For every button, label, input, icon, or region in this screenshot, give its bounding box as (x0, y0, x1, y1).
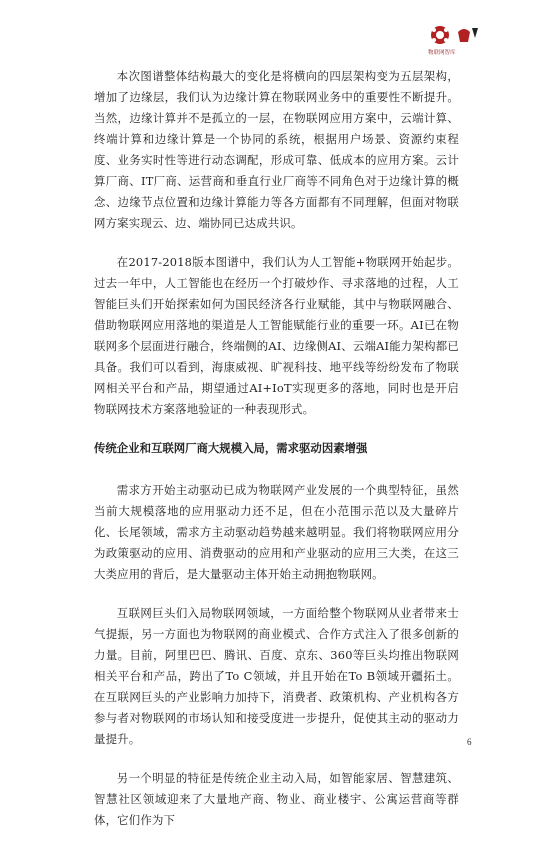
document-body (94, 66, 459, 849)
page-number: 6 (467, 737, 472, 747)
paragraph-traditional-enterprises: 另一个明显的特征是传统企业主动入局，如智能家居、智慧建筑、智慧社区领域迎来了大量地产商、物业、商业楼宇、公寓运营商等群体，它们作为下 (94, 771, 459, 827)
logo-text: 物联网智库 (428, 50, 456, 56)
paragraph-internet-giants: 互联网巨头们入局物联网领域，一方面给整个物联网从业者带来士气提振，另一方面也为物联网的商业模式、合作方式注入了很多创新的力量。目前，阿里巴巴、腾讯、百度、京东、360等巨头均推出物联网相关平台和产品，跨出了To C领域，并且开始在To B领域开疆拓土。在互联网巨头的产业影响力加持下，消费者、政策机构、产业机构各方参与者对物联网的市场认知和接受度进一步提升，促使其主动的驱动力量提升。 (94, 606, 459, 746)
brand-logo (428, 22, 492, 58)
section-heading: 传统企业和互联网厂商大规模入局，需求驱动因素增强 (94, 441, 368, 455)
logo-mark-icon (428, 22, 492, 58)
paragraph-demand-driven: 需求方开始主动驱动已成为物联网产业发展的一个典型特征，虽然当前大规模落地的应用驱动力还不足，但在小范围示范以及大量碎片化、长尾领域，需求方主动驱动趋势越来越明显。我们将物联网应用分为政策驱动的应用、消费驱动的应用和产业驱动的应用三大类，在这三大类应用的背后，是大量驱动主体开始主动拥抱物联网。 (94, 483, 459, 581)
paragraph-ai-iot: 在2017-2018版本图谱中，我们认为人工智能+物联网开始起步。过去一年中，人工智能也在经历一个打破炒作、寻求落地的过程，人工智能巨头们开始探索如何为国民经济各行业赋能，其中与物联网融合、借助物联网应用落地的渠道是人工智能赋能行业的重要一环。AI已在物联网多个层面进行融合，终端侧的AI、边缘侧AI、云端AI能力架构都已具备。我们可以看到，海康威视、旷视科技、地平线等纷纷发布了物联网相关平台和产品，期望通过AI+IoT实现更多的落地，同时也是开启物联网技术方案落地验证的一种表现形式。 (94, 255, 459, 416)
paragraph-edge-layer: 本次图谱整体结构最大的变化是将横向的四层架构变为五层架构，增加了边缘层，我们认为边缘计算在物联网业务中的重要性不断提升。当然，边缘计算并不是孤立的一层，在物联网应用方案中，云端计算、终端计算和边缘计算是一个协同的系统，根据用户场景、资源约束程度、业务实时性等进行动态调配，形成可靠、低成本的应用方案。云计算厂商、IT厂商、运营商和垂直行业厂商等不同角色对于边缘计算的概念、边缘节点位置和边缘计算能力等各方面都有不同理解，但面对物联网方案实现云、边、端协同已达成共识。 (94, 69, 459, 230)
